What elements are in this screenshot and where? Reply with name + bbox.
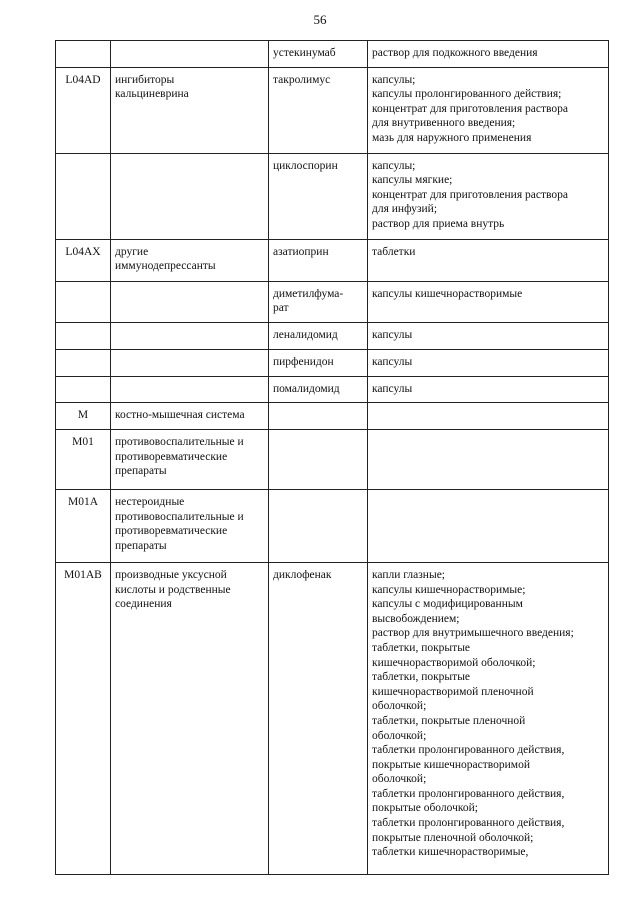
drug-classification-table [55, 40, 609, 875]
dosage-form-cell [368, 67, 609, 153]
table-row [56, 239, 609, 281]
table-row [56, 281, 609, 322]
table-row [56, 376, 609, 403]
group-name-cell-line: кальциневрина [115, 88, 189, 101]
group-name-cell [111, 153, 269, 239]
dosage-form-cell-line: концентрат для приготовления раствора [372, 102, 568, 115]
group-name-cell [111, 67, 269, 153]
group-name-cell-line: противовоспалительные и [115, 510, 244, 523]
dosage-form-cell [368, 429, 609, 489]
dosage-form-cell-line: капсулы; [372, 159, 416, 172]
dosage-form-cell-line: высвобождением; [372, 612, 460, 625]
dosage-form-cell-line: для инфузий; [372, 203, 438, 216]
dosage-form-cell [368, 239, 609, 281]
atc-code-cell [56, 153, 111, 239]
dosage-form-cell-line: таблетки, покрытые [372, 671, 471, 684]
drug-name-cell-line: азатиоприн [273, 245, 329, 258]
atc-code-cell [56, 376, 111, 403]
group-name-cell-line: иммунодепрессанты [115, 260, 216, 273]
dosage-form-cell-line: оболочкой; [372, 700, 427, 713]
dosage-form-cell-line: покрытые кишечнорастворимой [372, 758, 530, 771]
dosage-form-cell-line: мазь для наружного применения [372, 131, 532, 144]
dosage-form-cell-line: раствор для подкожного введения [372, 47, 538, 59]
dosage-form-cell [368, 322, 609, 349]
drug-name-cell-line: помалидомид [273, 382, 340, 395]
table-row [56, 67, 609, 153]
dosage-form-cell-line: капсулы с модифицированным [372, 598, 523, 611]
group-name-cell [111, 429, 269, 489]
group-name-cell [111, 349, 269, 376]
dosage-form-cell-line: раствор для внутримышечного введения; [372, 627, 574, 640]
drug-name-cell-line: леналидомид [273, 328, 338, 341]
atc-code-cell [56, 41, 111, 68]
table-row [56, 403, 609, 430]
table-row [56, 349, 609, 376]
dosage-form-cell-line: покрытые пленочной оболочкой; [372, 831, 534, 844]
drug-name-cell [269, 281, 368, 322]
table-row [56, 562, 609, 874]
group-name-cell-line: противоревматические [115, 450, 228, 463]
dosage-form-cell-line: кишечнорастворимой оболочкой; [372, 656, 536, 669]
drug-name-cell-line: циклоспорин [273, 159, 338, 172]
dosage-form-cell [368, 41, 609, 68]
dosage-form-cell [368, 349, 609, 376]
dosage-form-cell [368, 281, 609, 322]
drug-name-cell-line: такролимус [273, 73, 331, 86]
group-name-cell [111, 403, 269, 430]
group-name-cell-line: препараты [115, 539, 167, 552]
group-name-cell-line: соединения [115, 598, 172, 611]
group-name-cell [111, 41, 269, 68]
group-name-cell [111, 376, 269, 403]
dosage-form-cell-line: таблетки, покрытые пленочной [372, 714, 526, 727]
dosage-form-cell-line: таблетки пролонгированного действия, [372, 744, 565, 757]
drug-name-cell-line: диклофенак [273, 568, 332, 581]
drug-name-cell [269, 67, 368, 153]
dosage-form-cell-line: оболочкой; [372, 729, 427, 742]
dosage-form-cell-line: для внутривенного введения; [372, 117, 516, 130]
dosage-form-cell-line: таблетки кишечнорастворимые, [372, 846, 529, 859]
group-name-cell [111, 322, 269, 349]
drug-name-cell [269, 239, 368, 281]
group-name-cell-line: кислоты и родственные [115, 583, 231, 596]
drug-name-cell-line: диметилфума- [273, 287, 344, 300]
group-name-cell-line: другие [115, 245, 149, 258]
dosage-form-cell [368, 562, 609, 874]
dosage-form-cell [368, 153, 609, 239]
atc-code-cell: L04AX [56, 239, 111, 281]
dosage-form-cell [368, 489, 609, 562]
dosage-form-cell-line: капсулы пролонгированного действия; [372, 88, 562, 101]
dosage-form-cell-line: раствор для приема внутрь [372, 217, 505, 230]
atc-code-cell: M01 [56, 429, 111, 489]
table-row [56, 489, 609, 562]
atc-code-cell [56, 281, 111, 322]
atc-code-cell: M [56, 403, 111, 430]
drug-name-cell-line: пирфенидон [273, 355, 334, 368]
dosage-form-cell-line: капсулы; [372, 73, 416, 86]
drug-name-cell [269, 376, 368, 403]
table-body [56, 41, 609, 875]
dosage-form-cell-line: капли глазные; [372, 568, 445, 581]
atc-code-cell: M01AB [56, 562, 111, 874]
dosage-form-cell-line: кишечнорастворимой пленочной [372, 685, 534, 698]
dosage-form-cell-line: капсулы [372, 328, 413, 341]
group-name-cell-line: костно-мышечная система [115, 409, 245, 422]
drug-name-cell-line: устекинумаб [273, 47, 336, 59]
dosage-form-cell-line: оболочкой; [372, 773, 427, 786]
table-row [56, 322, 609, 349]
drug-name-cell [269, 349, 368, 376]
dosage-form-cell-line: таблетки пролонгированного действия, [372, 787, 565, 800]
dosage-form-cell-line: капсулы мягкие; [372, 174, 453, 187]
atc-code-cell [56, 322, 111, 349]
dosage-form-cell-line: таблетки пролонгированного действия, [372, 817, 565, 830]
dosage-form-cell [368, 376, 609, 403]
group-name-cell [111, 562, 269, 874]
group-name-cell-line: производные уксусной [115, 568, 227, 581]
group-name-cell [111, 281, 269, 322]
table-row [56, 41, 609, 68]
drug-name-cell [269, 41, 368, 68]
dosage-form-cell-line: капсулы кишечнорастворимые; [372, 583, 526, 596]
dosage-form-cell-line: концентрат для приготовления раствора [372, 188, 568, 201]
drug-name-cell-line: рат [273, 302, 289, 315]
dosage-form-cell-line: капсулы [372, 382, 413, 395]
table-row [56, 429, 609, 489]
dosage-form-cell-line: таблетки, покрытые [372, 641, 471, 654]
table-row [56, 153, 609, 239]
drug-name-cell [269, 429, 368, 489]
drug-name-cell [269, 489, 368, 562]
dosage-form-cell-line: покрытые оболочкой; [372, 802, 478, 815]
group-name-cell-line: ингибиторы [115, 73, 175, 86]
drug-name-cell [269, 322, 368, 349]
dosage-form-cell-line: таблетки [372, 245, 416, 258]
drug-name-cell [269, 562, 368, 874]
atc-code-cell: M01A [56, 489, 111, 562]
group-name-cell [111, 239, 269, 281]
dosage-form-cell-line: капсулы кишечнорастворимые [372, 287, 523, 300]
group-name-cell [111, 489, 269, 562]
group-name-cell-line: препараты [115, 465, 167, 478]
drug-name-cell [269, 153, 368, 239]
group-name-cell-line: противоревматические [115, 525, 228, 538]
group-name-cell-line: нестероидные [115, 495, 185, 508]
drug-name-cell [269, 403, 368, 430]
group-name-cell-line: противовоспалительные и [115, 435, 244, 448]
page-number: 56 [313, 12, 327, 27]
atc-code-cell: L04AD [56, 67, 111, 153]
dosage-form-cell-line: капсулы [372, 355, 413, 368]
atc-code-cell [56, 349, 111, 376]
dosage-form-cell [368, 403, 609, 430]
